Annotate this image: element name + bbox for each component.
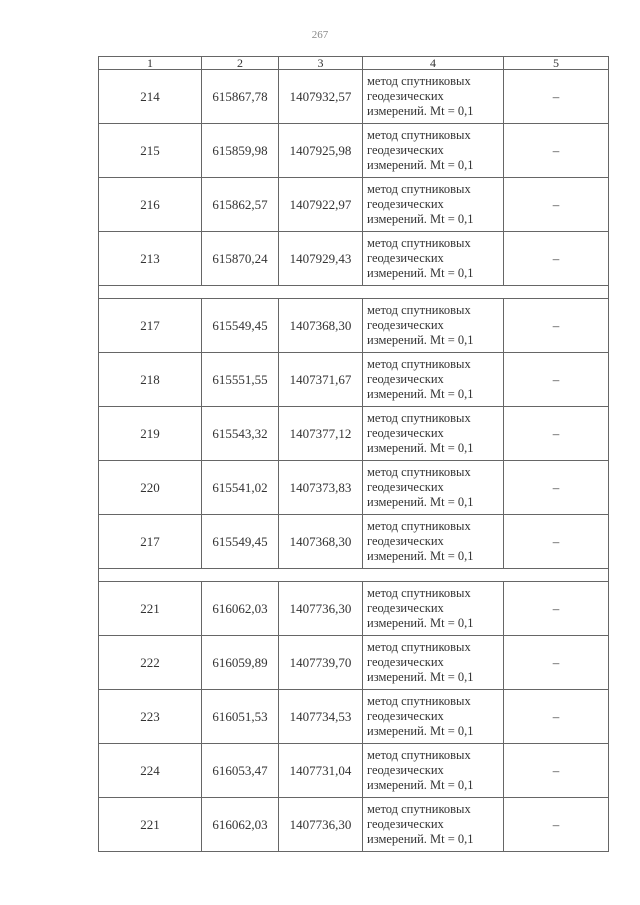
method-cell — [363, 515, 504, 569]
x-coordinate-cell: 615859,98 — [202, 124, 279, 178]
y-coordinate-cell: 1407739,70 — [279, 636, 363, 690]
group-separator-cell — [99, 569, 609, 582]
method-cell — [363, 299, 504, 353]
note-cell: – — [504, 744, 609, 798]
y-coordinate-cell: 1407734,53 — [279, 690, 363, 744]
method-line: геодезических — [367, 480, 444, 494]
coordinates-table — [98, 56, 609, 852]
column-header-4: 4 — [363, 57, 504, 70]
y-coordinate-cell: 1407929,43 — [279, 232, 363, 286]
method-cell — [363, 461, 504, 515]
method-line: метод спутниковых — [367, 128, 471, 142]
note-cell: – — [504, 798, 609, 852]
method-line: метод спутниковых — [367, 74, 471, 88]
point-number-cell: 221 — [99, 798, 202, 852]
y-coordinate-cell: 1407368,30 — [279, 299, 363, 353]
method-line: метод спутниковых — [367, 519, 471, 533]
method-line: метод спутниковых — [367, 303, 471, 317]
group-separator — [99, 286, 609, 299]
method-line: измерений. Mt = 0,1 — [367, 212, 474, 226]
note-cell: – — [504, 178, 609, 232]
note-cell: – — [504, 515, 609, 569]
method-line: измерений. Mt = 0,1 — [367, 104, 474, 118]
method-cell — [363, 636, 504, 690]
group-separator — [99, 569, 609, 582]
point-number-cell: 217 — [99, 299, 202, 353]
table-row — [99, 515, 609, 569]
note-cell: – — [504, 636, 609, 690]
method-cell — [363, 690, 504, 744]
x-coordinate-cell: 615862,57 — [202, 178, 279, 232]
table-row — [99, 299, 609, 353]
y-coordinate-cell: 1407932,57 — [279, 70, 363, 124]
method-line: измерений. Mt = 0,1 — [367, 266, 474, 280]
table-row — [99, 744, 609, 798]
page-number: 267 — [311, 29, 329, 41]
y-coordinate-cell: 1407368,30 — [279, 515, 363, 569]
method-line: геодезических — [367, 655, 444, 669]
method-line: измерений. Mt = 0,1 — [367, 724, 474, 738]
method-line: геодезических — [367, 318, 444, 332]
method-line: метод спутниковых — [367, 465, 471, 479]
method-cell — [363, 178, 504, 232]
y-coordinate-cell: 1407371,67 — [279, 353, 363, 407]
column-header-5: 5 — [504, 57, 609, 70]
point-number-cell: 214 — [99, 70, 202, 124]
y-coordinate-cell: 1407736,30 — [279, 582, 363, 636]
x-coordinate-cell: 615551,55 — [202, 353, 279, 407]
column-header-3: 3 — [279, 57, 363, 70]
x-coordinate-cell: 615870,24 — [202, 232, 279, 286]
x-coordinate-cell: 616062,03 — [202, 582, 279, 636]
method-line: метод спутниковых — [367, 586, 471, 600]
method-line: измерений. Mt = 0,1 — [367, 616, 474, 630]
table-row — [99, 636, 609, 690]
point-number-cell: 218 — [99, 353, 202, 407]
note-cell: – — [504, 124, 609, 178]
method-line: метод спутниковых — [367, 748, 471, 762]
table-header-row — [99, 57, 609, 70]
table-row — [99, 353, 609, 407]
point-number-cell: 216 — [99, 178, 202, 232]
method-line: геодезических — [367, 426, 444, 440]
method-cell — [363, 798, 504, 852]
note-cell: – — [504, 353, 609, 407]
method-cell — [363, 407, 504, 461]
point-number-cell: 223 — [99, 690, 202, 744]
method-line: метод спутниковых — [367, 640, 471, 654]
method-line: измерений. Mt = 0,1 — [367, 832, 474, 846]
method-line: метод спутниковых — [367, 182, 471, 196]
table-row — [99, 798, 609, 852]
point-number-cell: 220 — [99, 461, 202, 515]
method-line: метод спутниковых — [367, 236, 471, 250]
note-cell: – — [504, 582, 609, 636]
table-row — [99, 461, 609, 515]
x-coordinate-cell: 615543,32 — [202, 407, 279, 461]
y-coordinate-cell: 1407922,97 — [279, 178, 363, 232]
method-line: геодезических — [367, 372, 444, 386]
coordinates-table-body — [99, 57, 609, 852]
method-line: метод спутниковых — [367, 411, 471, 425]
method-cell — [363, 744, 504, 798]
note-cell: – — [504, 690, 609, 744]
method-cell — [363, 232, 504, 286]
point-number-cell: 215 — [99, 124, 202, 178]
method-line: измерений. Mt = 0,1 — [367, 778, 474, 792]
table-row — [99, 407, 609, 461]
note-cell: – — [504, 299, 609, 353]
method-line: измерений. Mt = 0,1 — [367, 549, 474, 563]
note-cell: – — [504, 407, 609, 461]
method-line: измерений. Mt = 0,1 — [367, 441, 474, 455]
method-cell — [363, 70, 504, 124]
y-coordinate-cell: 1407736,30 — [279, 798, 363, 852]
method-line: геодезических — [367, 601, 444, 615]
method-line: геодезических — [367, 143, 444, 157]
note-cell: – — [504, 70, 609, 124]
x-coordinate-cell: 616051,53 — [202, 690, 279, 744]
column-header-2: 2 — [202, 57, 279, 70]
table-row — [99, 70, 609, 124]
method-cell — [363, 124, 504, 178]
table-row — [99, 124, 609, 178]
point-number-cell: 222 — [99, 636, 202, 690]
method-line: метод спутниковых — [367, 357, 471, 371]
method-line: геодезических — [367, 251, 444, 265]
method-line: геодезических — [367, 817, 444, 831]
x-coordinate-cell: 616062,03 — [202, 798, 279, 852]
note-cell: – — [504, 232, 609, 286]
point-number-cell: 224 — [99, 744, 202, 798]
method-line: метод спутниковых — [367, 802, 471, 816]
y-coordinate-cell: 1407731,04 — [279, 744, 363, 798]
x-coordinate-cell: 616053,47 — [202, 744, 279, 798]
column-header-1: 1 — [99, 57, 202, 70]
point-number-cell: 213 — [99, 232, 202, 286]
point-number-cell: 219 — [99, 407, 202, 461]
x-coordinate-cell: 615549,45 — [202, 299, 279, 353]
point-number-cell: 221 — [99, 582, 202, 636]
x-coordinate-cell: 615549,45 — [202, 515, 279, 569]
y-coordinate-cell: 1407377,12 — [279, 407, 363, 461]
x-coordinate-cell: 615541,02 — [202, 461, 279, 515]
table-row — [99, 582, 609, 636]
method-line: геодезических — [367, 763, 444, 777]
method-line: геодезических — [367, 709, 444, 723]
y-coordinate-cell: 1407925,98 — [279, 124, 363, 178]
method-cell — [363, 353, 504, 407]
method-line: измерений. Mt = 0,1 — [367, 158, 474, 172]
method-line: геодезических — [367, 197, 444, 211]
note-cell: – — [504, 461, 609, 515]
method-line: геодезических — [367, 534, 444, 548]
point-number-cell: 217 — [99, 515, 202, 569]
method-line: метод спутниковых — [367, 694, 471, 708]
method-cell — [363, 582, 504, 636]
method-line: измерений. Mt = 0,1 — [367, 387, 474, 401]
table-row — [99, 690, 609, 744]
method-line: измерений. Mt = 0,1 — [367, 495, 474, 509]
method-line: измерений. Mt = 0,1 — [367, 670, 474, 684]
table-row — [99, 178, 609, 232]
y-coordinate-cell: 1407373,83 — [279, 461, 363, 515]
method-line: геодезических — [367, 89, 444, 103]
x-coordinate-cell: 615867,78 — [202, 70, 279, 124]
table-row — [99, 232, 609, 286]
x-coordinate-cell: 616059,89 — [202, 636, 279, 690]
group-separator-cell — [99, 286, 609, 299]
method-line: измерений. Mt = 0,1 — [367, 333, 474, 347]
